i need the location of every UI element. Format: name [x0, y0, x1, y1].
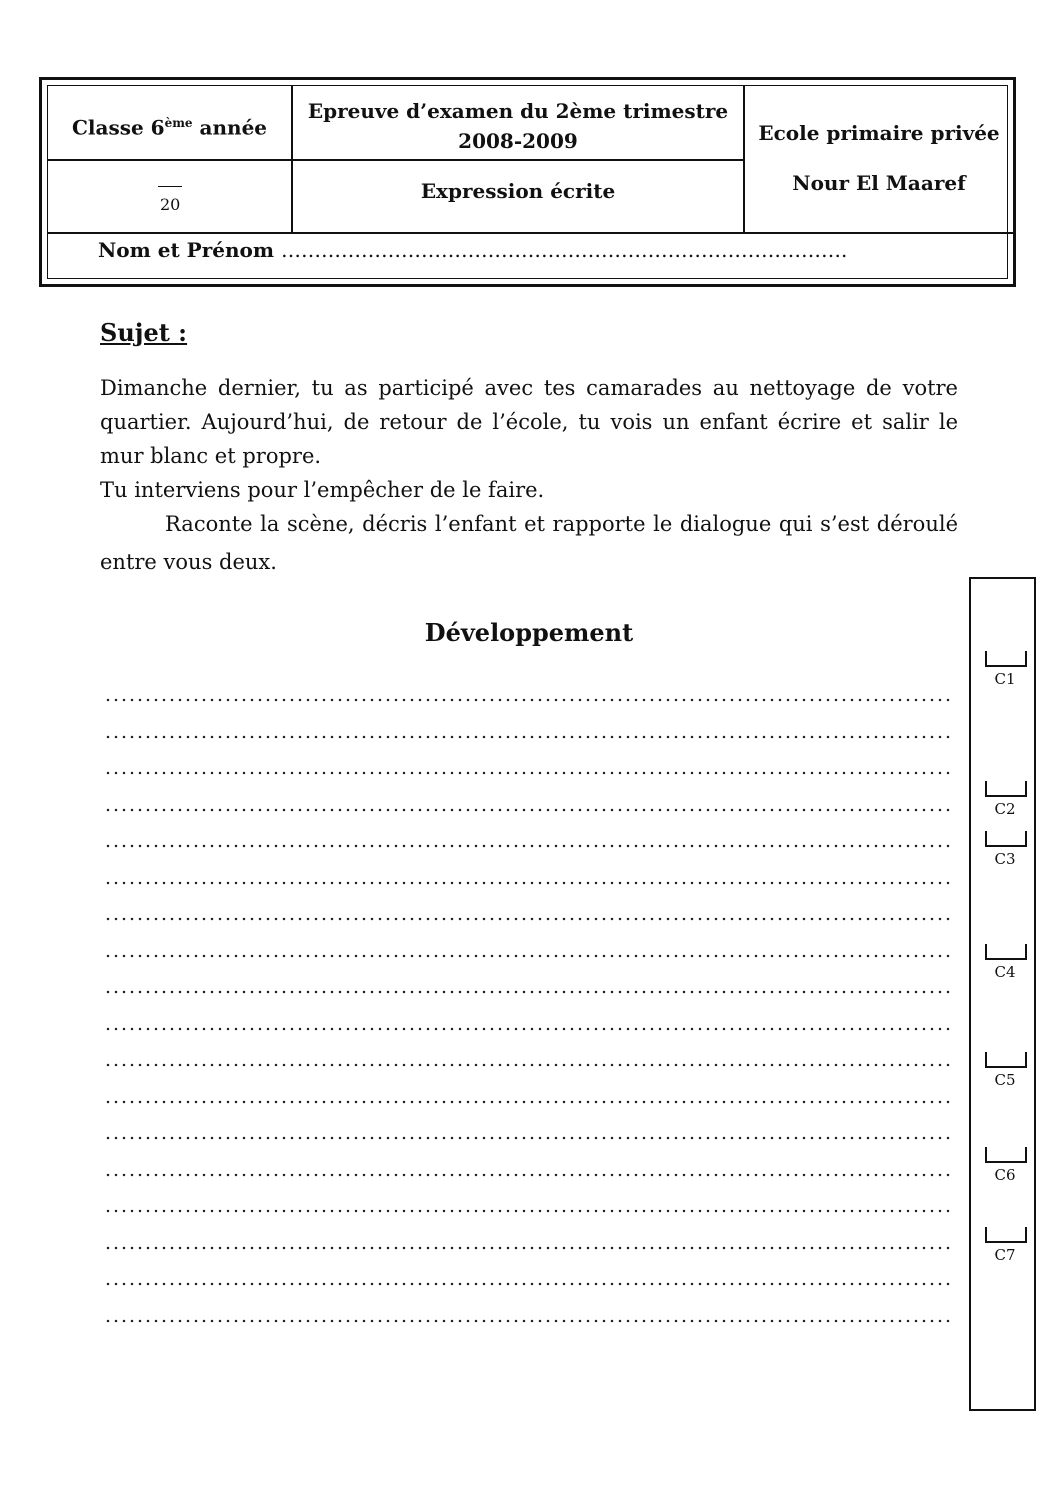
class-cell — [48, 86, 293, 161]
exam-cell — [293, 86, 745, 161]
score-cell — [48, 161, 293, 234]
development-title: Développement — [424, 618, 634, 647]
score-bracket[interactable] — [985, 651, 1027, 667]
writing-line[interactable] — [104, 1136, 954, 1140]
writing-line[interactable] — [104, 735, 954, 739]
writing-line[interactable] — [104, 1173, 954, 1177]
criterion-c7 — [985, 1227, 1025, 1264]
criterion-c2 — [985, 781, 1025, 818]
writing-line[interactable] — [104, 990, 954, 994]
score-bracket[interactable] — [985, 831, 1027, 847]
header-table — [39, 77, 1016, 287]
criterion-label: C7 — [994, 1246, 1016, 1264]
sujet-line-2: quartier. Aujourd’hui, de retour de l’école, tu vois un enfant écrire et salir le — [100, 410, 958, 434]
class-sup: ème — [164, 116, 193, 130]
sujet-line-1: Dimanche dernier, tu as participé avec tes camarades au nettoyage de votre — [100, 376, 958, 400]
sujet-line-3: mur blanc et propre. — [100, 444, 322, 468]
name-label: Nom et Prénom — [98, 238, 275, 262]
exam-title: Epreuve d’examen du 2ème trimestre — [307, 99, 729, 123]
name-field[interactable]: …………………………………………………………………………. — [280, 238, 848, 262]
writing-line[interactable] — [104, 1246, 954, 1250]
class-prefix: Classe 6 — [71, 115, 165, 140]
writing-line[interactable] — [104, 917, 954, 921]
school-cell — [745, 86, 1013, 234]
writing-line[interactable] — [104, 1319, 954, 1323]
criterion-label: C6 — [994, 1166, 1016, 1184]
writing-line[interactable] — [104, 881, 954, 885]
writing-line[interactable] — [104, 698, 954, 702]
criterion-c1 — [985, 651, 1025, 688]
criteria-box — [969, 577, 1036, 1411]
score-bracket[interactable] — [985, 1227, 1027, 1243]
writing-line[interactable] — [104, 1063, 954, 1067]
writing-line[interactable] — [104, 1282, 954, 1286]
criterion-c5 — [985, 1052, 1025, 1089]
score-bracket[interactable] — [985, 1052, 1027, 1068]
subject-cell — [293, 161, 745, 234]
score-denominator: 20 — [158, 186, 182, 214]
school-name: Nour El Maaref — [792, 171, 966, 195]
criterion-label: C1 — [994, 670, 1016, 688]
sujet-line-6: entre vous deux. — [100, 550, 277, 574]
writing-line[interactable] — [104, 844, 954, 848]
sujet-line-5: Raconte la scène, décris l’enfant et rapporte le dialogue qui s’est déroulé — [165, 512, 958, 536]
school-type: Ecole primaire privée — [758, 121, 1000, 145]
class-suffix: année — [192, 115, 268, 140]
sujet-line-4: Tu interviens pour l’empêcher de le faire. — [100, 478, 545, 502]
writing-line[interactable] — [104, 1100, 954, 1104]
writing-line[interactable] — [104, 1027, 954, 1031]
criterion-c3 — [985, 831, 1025, 868]
writing-line[interactable] — [104, 1209, 954, 1213]
header-inner — [47, 85, 1008, 279]
criterion-c6 — [985, 1147, 1025, 1184]
writing-line[interactable] — [104, 808, 954, 812]
criterion-label: C4 — [994, 963, 1016, 981]
sujet-title: Sujet : — [100, 318, 188, 347]
criterion-c4 — [985, 944, 1025, 981]
score-bracket[interactable] — [985, 1147, 1027, 1163]
exam-year: 2008-2009 — [458, 129, 578, 153]
writing-line[interactable] — [104, 771, 954, 775]
criterion-label: C3 — [994, 850, 1016, 868]
criterion-label: C5 — [994, 1071, 1016, 1089]
name-row — [98, 238, 847, 262]
criterion-label: C2 — [994, 800, 1016, 818]
score-bracket[interactable] — [985, 781, 1027, 797]
writing-line[interactable] — [104, 954, 954, 958]
subject-label: Expression écrite — [420, 179, 616, 203]
score-bracket[interactable] — [985, 944, 1027, 960]
